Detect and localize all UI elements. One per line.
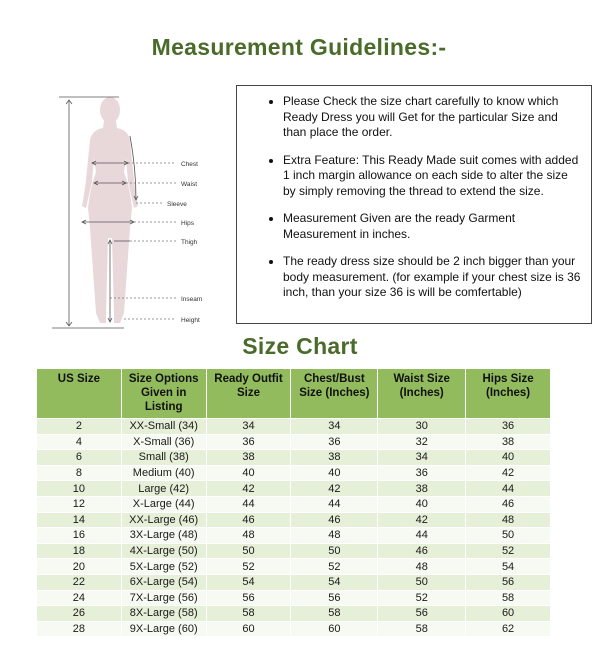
table-row [37, 450, 551, 466]
size-chart-title: Size Chart [242, 333, 358, 359]
size-chart-table [36, 368, 551, 637]
waist-label: Waist [181, 181, 198, 188]
size-option-cell: XX-Large (46) [121, 512, 206, 528]
chest-size-cell: 44 [291, 496, 378, 512]
waist-size-cell: 56 [378, 606, 466, 622]
table-row [37, 574, 551, 590]
size-option-cell: XX-Small (34) [121, 419, 206, 435]
table-row [37, 559, 551, 575]
table-header-row [37, 369, 551, 419]
hips-size-cell: 60 [466, 606, 551, 622]
us-size-cell: 8 [37, 465, 122, 481]
ready-outfit-size-cell: 34 [206, 419, 291, 435]
size-option-cell: 8X-Large (58) [121, 606, 206, 622]
us-size-cell: 24 [37, 590, 122, 606]
ready-outfit-size-cell: 44 [206, 496, 291, 512]
ready-outfit-size-cell: 60 [206, 621, 291, 637]
us-size-cell: 14 [37, 512, 122, 528]
size-option-cell: 4X-Large (50) [121, 543, 206, 559]
waist-size-cell: 36 [378, 465, 466, 481]
waist-size-cell: 42 [378, 512, 466, 528]
chest-size-cell: 60 [291, 621, 378, 637]
size-option-cell: 5X-Large (52) [121, 559, 206, 575]
ready-outfit-size-cell: 54 [206, 574, 291, 590]
chest-size-cell: 58 [291, 606, 378, 622]
waist-size-cell: 50 [378, 574, 466, 590]
us-size-cell: 6 [37, 450, 122, 466]
guideline-item: • Extra Feature: This Ready Made suit comes with added 1 inch margin allowance on each side to alter the size by simply removing the thread to extend the size. [283, 153, 581, 200]
waist-size-cell: 48 [378, 559, 466, 575]
hips-size-cell: 56 [466, 574, 551, 590]
hips-size-cell: 52 [466, 543, 551, 559]
size-option-cell: 7X-Large (56) [121, 590, 206, 606]
column-header-hips: Hips Size (Inches) [466, 369, 551, 419]
chest-label: Chest [181, 161, 198, 168]
table-row [37, 419, 551, 435]
us-size-cell: 10 [37, 481, 122, 497]
us-size-cell: 4 [37, 434, 122, 450]
size-chart-body [37, 419, 551, 637]
height-label: Height [181, 317, 200, 324]
hips-size-cell: 42 [466, 465, 551, 481]
table-row [37, 512, 551, 528]
us-size-cell: 16 [37, 528, 122, 544]
ready-outfit-size-cell: 48 [206, 528, 291, 544]
guideline-item: • The ready dress size should be 2 inch bigger than your body measurement. (for example if your chest size is 36 inch, than your size 36 is will be comfertable) [283, 254, 581, 301]
hips-label: Hips [181, 220, 195, 227]
table-row [37, 621, 551, 637]
size-option-cell: X-Small (36) [121, 434, 206, 450]
hips-size-cell: 36 [466, 419, 551, 435]
chest-size-cell: 36 [291, 434, 378, 450]
guidelines-title: Measurement Guidelines:- [151, 34, 447, 60]
sleeve-label: Sleeve [167, 201, 187, 208]
size-option-cell: 6X-Large (54) [121, 574, 206, 590]
chest-size-cell: 42 [291, 481, 378, 497]
guidelines-box [236, 85, 592, 324]
us-size-cell: 22 [37, 574, 122, 590]
waist-size-cell: 44 [378, 528, 466, 544]
inseam-label: Inseam [181, 296, 203, 303]
table-row [37, 543, 551, 559]
hips-size-cell: 62 [466, 621, 551, 637]
guidelines-list [255, 94, 581, 301]
ready-outfit-size-cell: 38 [206, 450, 291, 466]
size-option-cell: Small (38) [121, 450, 206, 466]
ready-outfit-size-cell: 40 [206, 465, 291, 481]
hips-size-cell: 48 [466, 512, 551, 528]
waist-size-cell: 34 [378, 450, 466, 466]
ready-outfit-size-cell: 52 [206, 559, 291, 575]
chest-size-cell: 48 [291, 528, 378, 544]
table-row [37, 434, 551, 450]
hips-size-cell: 44 [466, 481, 551, 497]
us-size-cell: 20 [37, 559, 122, 575]
size-option-cell: 3X-Large (48) [121, 528, 206, 544]
us-size-cell: 2 [37, 419, 122, 435]
us-size-cell: 26 [37, 606, 122, 622]
column-header-chest-bust: Chest/Bust Size (Inches) [291, 369, 378, 419]
body-measurement-figure [44, 88, 224, 333]
column-header-ready-outfit-size: Ready Outfit Size [206, 369, 291, 419]
chest-size-cell: 46 [291, 512, 378, 528]
column-header-waist: Waist Size (Inches) [378, 369, 466, 419]
hips-size-cell: 50 [466, 528, 551, 544]
column-header-size-options: Size Options Given in Listing [121, 369, 206, 419]
chest-size-cell: 38 [291, 450, 378, 466]
ready-outfit-size-cell: 56 [206, 590, 291, 606]
size-option-cell: X-Large (44) [121, 496, 206, 512]
column-header-us-size: US Size [37, 369, 122, 419]
hips-size-cell: 58 [466, 590, 551, 606]
table-row [37, 465, 551, 481]
table-row [37, 496, 551, 512]
ready-outfit-size-cell: 58 [206, 606, 291, 622]
ready-outfit-size-cell: 36 [206, 434, 291, 450]
hips-size-cell: 38 [466, 434, 551, 450]
table-row [37, 528, 551, 544]
waist-size-cell: 32 [378, 434, 466, 450]
us-size-cell: 28 [37, 621, 122, 637]
table-row [37, 606, 551, 622]
size-option-cell: 9X-Large (60) [121, 621, 206, 637]
chest-size-cell: 34 [291, 419, 378, 435]
hips-size-cell: 46 [466, 496, 551, 512]
table-row [37, 481, 551, 497]
thigh-label: Thigh [181, 239, 198, 246]
hips-size-cell: 54 [466, 559, 551, 575]
size-option-cell: Medium (40) [121, 465, 206, 481]
waist-size-cell: 58 [378, 621, 466, 637]
waist-size-cell: 52 [378, 590, 466, 606]
waist-size-cell: 46 [378, 543, 466, 559]
us-size-cell: 12 [37, 496, 122, 512]
chest-size-cell: 52 [291, 559, 378, 575]
hips-size-cell: 40 [466, 450, 551, 466]
chest-size-cell: 40 [291, 465, 378, 481]
ready-outfit-size-cell: 42 [206, 481, 291, 497]
size-option-cell: Large (42) [121, 481, 206, 497]
table-row [37, 590, 551, 606]
chest-size-cell: 56 [291, 590, 378, 606]
chest-size-cell: 50 [291, 543, 378, 559]
waist-size-cell: 40 [378, 496, 466, 512]
waist-size-cell: 38 [378, 481, 466, 497]
ready-outfit-size-cell: 46 [206, 512, 291, 528]
guideline-item: • Measurement Given are the ready Garment Measurement in inches. [283, 211, 581, 242]
chest-size-cell: 54 [291, 574, 378, 590]
body-silhouette-illustration [44, 88, 224, 333]
ready-outfit-size-cell: 50 [206, 543, 291, 559]
us-size-cell: 18 [37, 543, 122, 559]
waist-size-cell: 30 [378, 419, 466, 435]
guideline-item: • Please Check the size chart carefully to know which Ready Dress you will Get for the particular Size and than place the order. [283, 94, 581, 141]
